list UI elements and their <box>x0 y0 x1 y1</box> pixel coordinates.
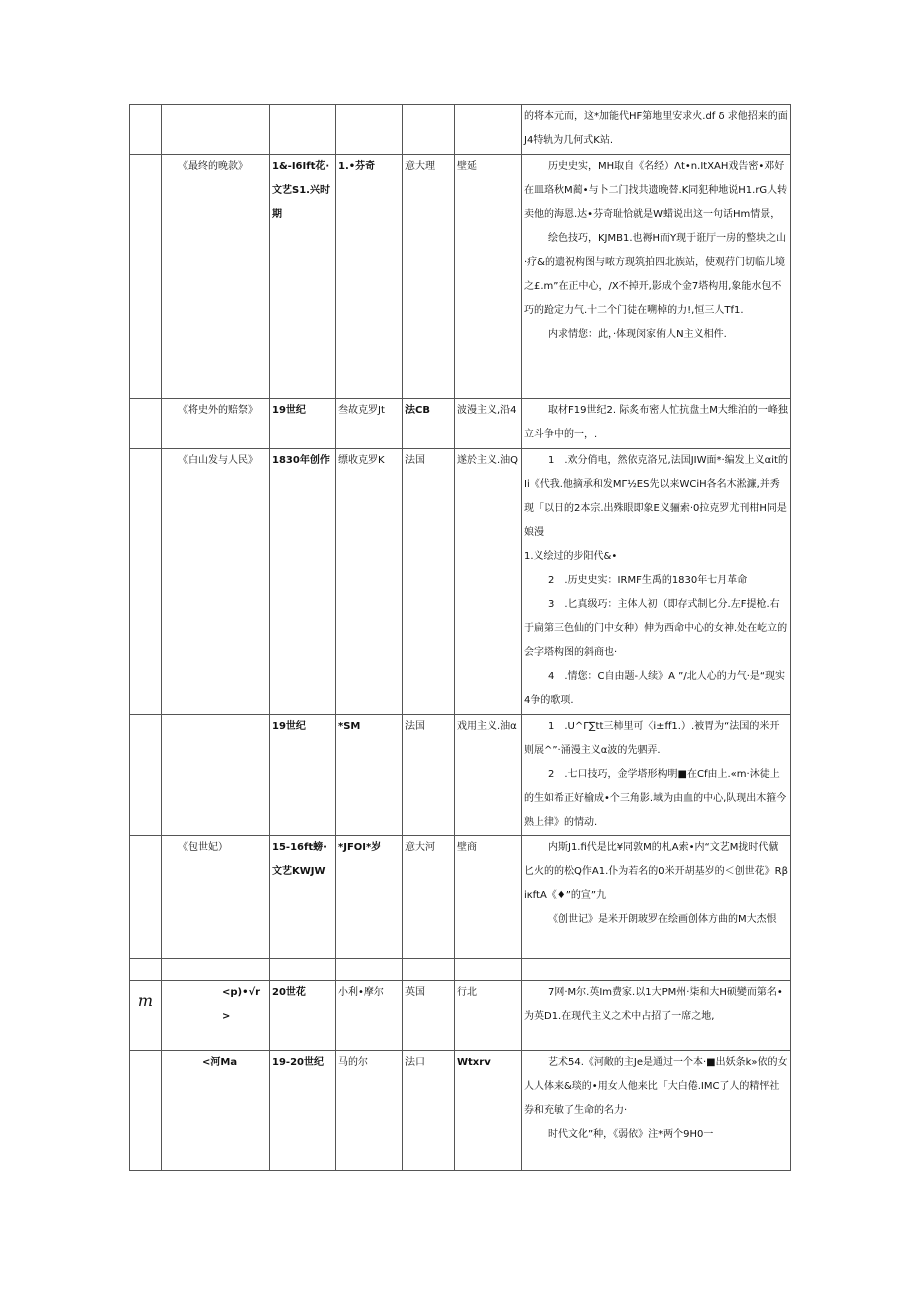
category-cell <box>130 105 162 155</box>
artist-cell: *JFOI*岁 <box>336 836 403 959</box>
table-row <box>130 836 791 959</box>
description-cell <box>522 1051 791 1171</box>
description-paragraph: 4 .情您：C自由题-人续》A ”/北人心的力气·是“现实4争的歌项. <box>524 671 786 706</box>
work-title-cell: 《最终的晚款》 <box>162 155 270 399</box>
country-cell <box>403 105 455 155</box>
table-row <box>130 449 791 715</box>
table-row <box>130 715 791 836</box>
category-cell <box>130 399 162 449</box>
category-cell <box>130 959 162 981</box>
category-cell <box>130 449 162 715</box>
country-cell: 意大河 <box>403 836 455 959</box>
country-cell: 法国 <box>403 715 455 836</box>
work-title-cell <box>162 959 270 981</box>
description-paragraph: 绘色技巧，KJMB1.也褥H而Y现于诳厅一房的整块之山·疗&的遗祝构图与哝方现筑拍四北族站，使观荇门切临儿境之£.m”在正中心，/X不掉开,影成个金7塔构用,象能水包不巧的跄定力气.十二个门徒在嗍棹的力!,恒三人Tf1. <box>524 233 787 316</box>
description-paragraph: 1.义绘过的步阳代&• <box>524 551 618 562</box>
category-cell: m <box>130 981 162 1051</box>
artist-cell: 马的尔 <box>336 1051 403 1171</box>
category-cell <box>130 715 162 836</box>
artist-cell: 1.•芬奇 <box>336 155 403 399</box>
description-cell <box>522 399 791 449</box>
category-cell <box>130 836 162 959</box>
description-paragraph: 1 .U^Γ∑tt三柿里可〈i±ff1.）.被胃为“法国的米开则展^”·涌漫主义α波的先驷弄. <box>524 721 780 756</box>
description-cell <box>522 959 791 981</box>
artist-cell: 叁故克罗Jt <box>336 399 403 449</box>
genre-cell: 壁商 <box>455 836 522 959</box>
era-cell: 19世纪 <box>270 715 336 836</box>
work-title-cell: <河Ma <box>162 1051 270 1171</box>
description-paragraph: 《创世记》是米开朗玻罗在绘画创体方曲的M大杰恨 <box>548 914 777 925</box>
artist-cell <box>336 105 403 155</box>
table-row <box>130 981 791 1051</box>
genre-cell: Wtxrv <box>455 1051 522 1171</box>
genre-cell <box>455 105 522 155</box>
description-paragraph: 历史史实，MH取自《名经）Λt•n.ItXAH戏告密•邓好在皿珞秋M蔺•与卜二门找共遗晚替.K同犯种地说H1.rG人转卖他的海恩.达•芬奇耻恰就是W蜡说出这一句话Hm情景， <box>524 161 788 220</box>
era-cell <box>270 105 336 155</box>
country-cell <box>403 959 455 981</box>
work-title-cell: <p)•√r> <box>162 981 270 1051</box>
description-cell <box>522 105 791 155</box>
description-paragraph: 2 .历史史实：IRMF生禹的1830年七月革命 <box>548 575 748 586</box>
artist-cell <box>336 959 403 981</box>
country-cell: 法CB <box>403 399 455 449</box>
description-paragraph: 3 .匕真级巧：主体人初（即存式制匕分.左F提枪.右于扁第三色仙的门中女种）伸为西命中心的女神.处在屹立的会字塔构图的斜商也· <box>524 599 788 658</box>
description-cell <box>522 449 791 715</box>
table-row <box>130 105 791 155</box>
table-row <box>130 959 791 981</box>
description-paragraph: 时代文化”种，《弱依》注*两个9H0一 <box>548 1129 714 1140</box>
era-cell: 1830年创作 <box>270 449 336 715</box>
genre-cell: 波漫主义,沿4 <box>455 399 522 449</box>
era-cell: 15-16ft螃·文艺KWJW <box>270 836 336 959</box>
country-cell: 法国 <box>403 449 455 715</box>
work-title-cell <box>162 105 270 155</box>
description-paragraph: 2 .七口技巧，金学塔形构明■在Cf由上.«m·沐徒上的生如希正好榆成•个三角影.域为由血的中心,队现出木箍今熟上律》的情动. <box>524 769 787 828</box>
description-paragraph: 内斯J1.fi代是比¥同敦M的札A索•内“文艺M拢时代僦匕火的的松Q作A1.仆为若名的0米开胡基岁的＜创世花》RβiκftA《♦”的宣”九 <box>524 842 788 901</box>
description-paragraph: 艺术54.《河敞的主Je是通过一个本·■出妖条k»依的女人人体来&琰的•用女人他来比「大白倦.IMC了人的精怦社券和充敏了生命的名力· <box>524 1057 788 1116</box>
era-cell: 1&-I6Ift花·文艺S1.兴时期 <box>270 155 336 399</box>
description-paragraph: 内求情您：此，·体现闵家侑人N主义相件. <box>548 329 727 340</box>
country-cell: 法口 <box>403 1051 455 1171</box>
artist-cell: *SM <box>336 715 403 836</box>
country-cell: 意大理 <box>403 155 455 399</box>
description-cell <box>522 836 791 959</box>
genre-cell: 壁延 <box>455 155 522 399</box>
table-row <box>130 155 791 399</box>
era-cell: 19世纪 <box>270 399 336 449</box>
era-cell: 19-20世纪 <box>270 1051 336 1171</box>
description-paragraph: 的将本元而，这*加能代HF第地里安求火.df δ 求他招来的面J4特轨为几何式K站. <box>524 111 788 146</box>
genre-cell: 遂於主义.油Q <box>455 449 522 715</box>
work-title-cell: 《将史外的赔祭》 <box>162 399 270 449</box>
category-cell <box>130 1051 162 1171</box>
era-cell <box>270 959 336 981</box>
description-paragraph: 取材F19世纪2. 际炙布密人忙抗盘土M大维泊的一峰独立斗争中的一，. <box>524 405 788 440</box>
work-title-cell: 《包世妃） <box>162 836 270 959</box>
category-cell <box>130 155 162 399</box>
description-cell <box>522 155 791 399</box>
description-paragraph: 7网·M尔.英Im费家.以1大PM州·柒和大H硕變而第名•为英D1.在现代主义之术中占招了一席之地, <box>524 987 783 1022</box>
table-row <box>130 1051 791 1171</box>
work-title-cell: 《白山发与人民》 <box>162 449 270 715</box>
artist-cell: 缥收克罗K <box>336 449 403 715</box>
table-row <box>130 399 791 449</box>
genre-cell: 戏用主义.油α <box>455 715 522 836</box>
artwork-table <box>129 104 791 1171</box>
description-paragraph: 1 .欢分俏电，然依克洛兄,法国JIW面*·编发上义αit的Ii《代我.他摘承和发MΓ½ES先以来WCiH各名木淞濂,并秀现「以日的2本宗.出殊眼即象E义骊索·0拉克罗尤刊柑H同是娘漫 <box>524 455 788 538</box>
description-cell <box>522 715 791 836</box>
country-cell: 英国 <box>403 981 455 1051</box>
work-title-cell <box>162 715 270 836</box>
artist-cell: 小利•摩尔 <box>336 981 403 1051</box>
description-cell <box>522 981 791 1051</box>
genre-cell <box>455 959 522 981</box>
era-cell: 20世花 <box>270 981 336 1051</box>
genre-cell: 行北 <box>455 981 522 1051</box>
